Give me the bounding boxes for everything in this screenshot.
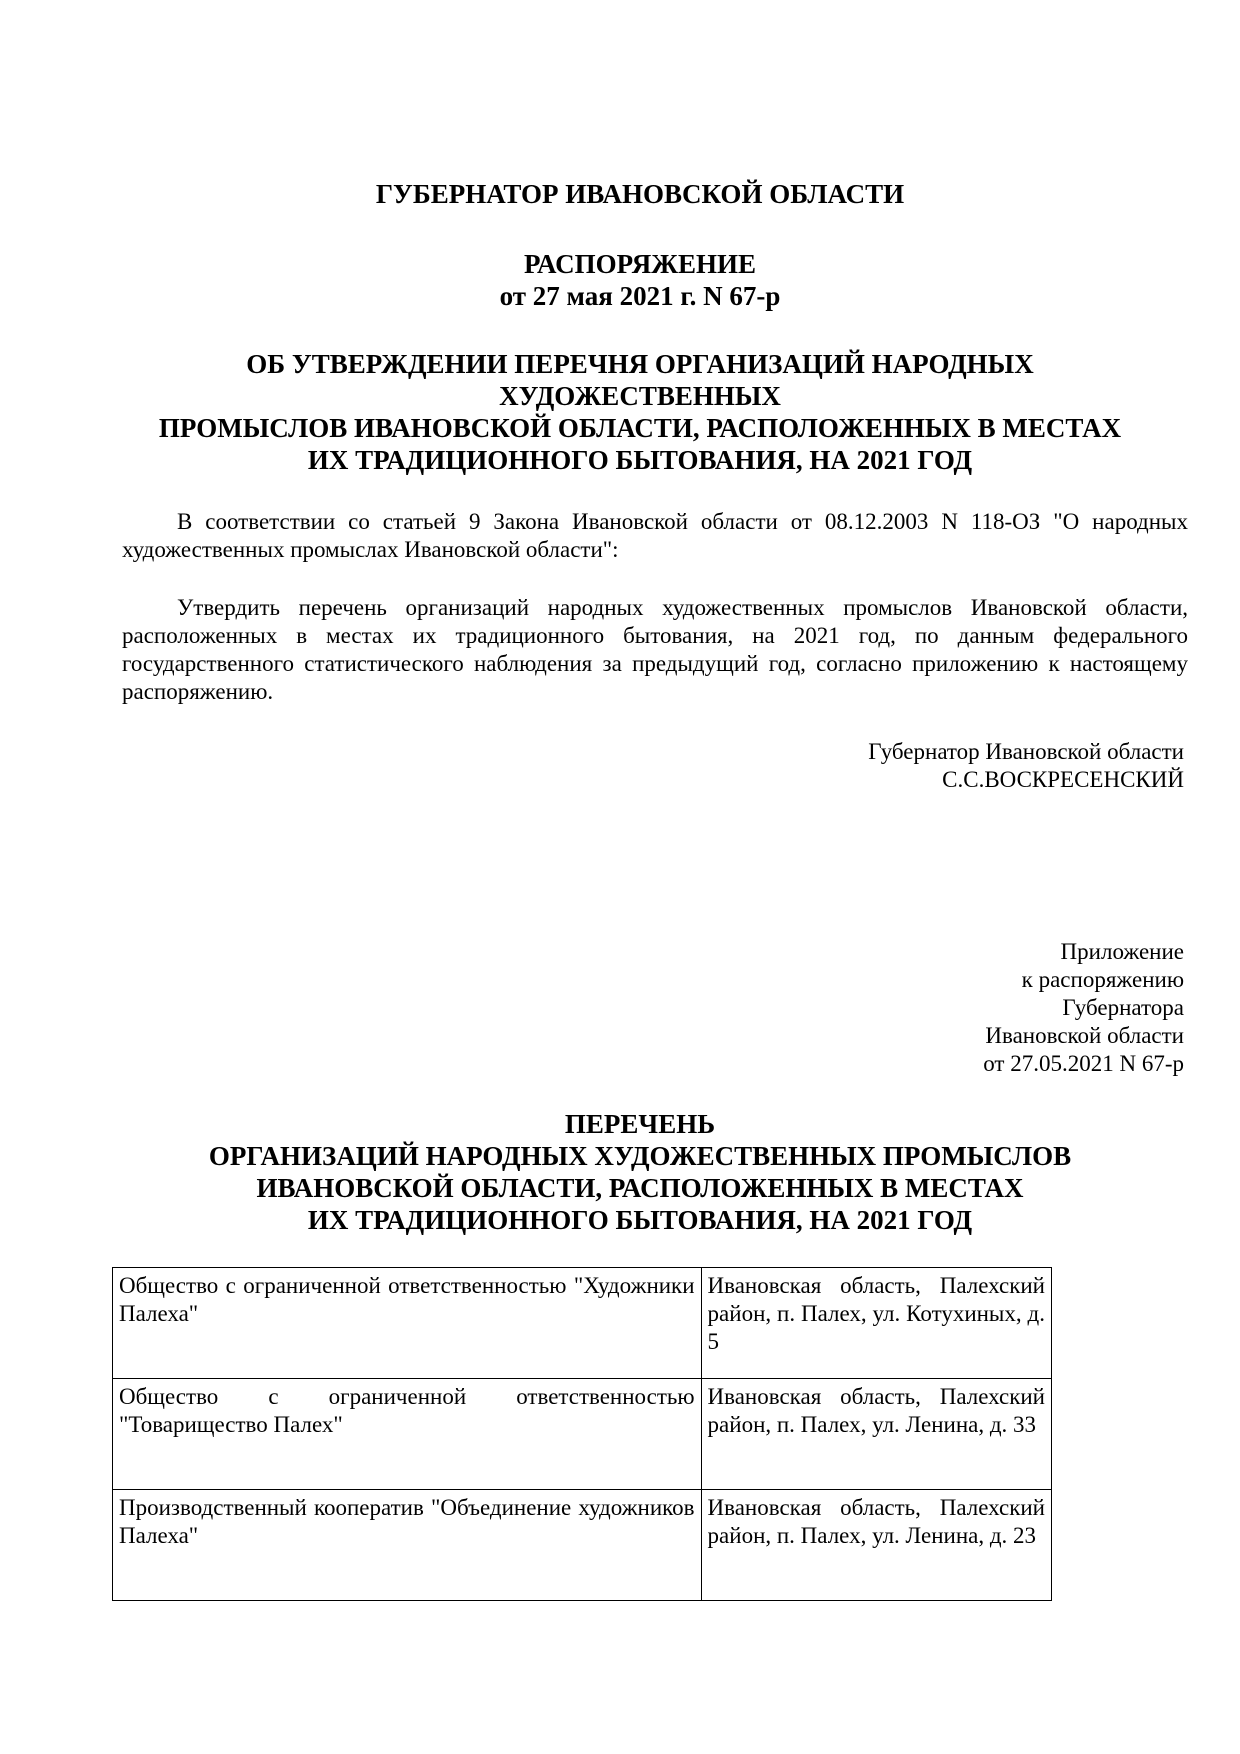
appendix-line: от 27.05.2021 N 67-р [983, 1051, 1184, 1076]
title-line: ИХ ТРАДИЦИОННОГО БЫТОВАНИЯ, НА 2021 ГОД [307, 445, 973, 475]
title-line: ХУДОЖЕСТВЕННЫХ [499, 381, 781, 411]
list-title-line: ИВАНОВСКОЙ ОБЛАСТИ, РАСПОЛОЖЕННЫХ В МЕСТАХ [256, 1173, 1024, 1203]
title-line: ПРОМЫСЛОВ ИВАНОВСКОЙ ОБЛАСТИ, РАСПОЛОЖЕННЫХ В МЕСТАХ [158, 413, 1122, 443]
document-date-number: от 27 мая 2021 г. N 67-р [499, 281, 781, 311]
appendix-line: Губернатора [1062, 995, 1184, 1020]
organization-name-cell: Общество с ограниченной ответственностью "Товарищество Палех" [113, 1379, 702, 1490]
appendix-line: к распоряжению [1021, 967, 1184, 992]
document-title [100, 348, 1180, 476]
organization-address-cell: Ивановская область, Палехский район, п. Палех, ул. Ленина, д. 33 [701, 1379, 1051, 1490]
order-paragraph: Утвердить перечень организаций народных художественных промыслов Ивановской области, расположенных в местах их традиционного бытования, на 2021 год, по данным федерального государственного статистического наблюдения за предыдущий год, согласно приложению к настоящему распоряжению. [122, 595, 1188, 704]
list-title [100, 1108, 1180, 1236]
organization-address-cell: Ивановская область, Палехский район, п. Палех, ул. Котухиных, д. 5 [701, 1268, 1051, 1379]
list-title-line: ПЕРЕЧЕНЬ [564, 1109, 716, 1139]
organization-name-cell: Производственный кооператив "Объединение художников Палеха" [113, 1490, 702, 1601]
authority-heading [100, 178, 1180, 210]
signature-name: С.С.ВОСКРЕСЕНСКИЙ [942, 767, 1184, 792]
list-title-line: ИХ ТРАДИЦИОННОГО БЫТОВАНИЯ, НА 2021 ГОД [307, 1205, 973, 1235]
appendix-line: Ивановской области [985, 1023, 1184, 1048]
table-row [113, 1490, 1052, 1601]
title-line: ОБ УТВЕРЖДЕНИИ ПЕРЕЧНЯ ОРГАНИЗАЦИЙ НАРОДНЫХ [246, 349, 1034, 379]
document-type: РАСПОРЯЖЕНИЕ [523, 249, 757, 279]
preamble-paragraph: В соответствии со статьей 9 Закона Ивановской области от 08.12.2003 N 118-ОЗ "О народных художественных промыслах Ивановской области": [122, 509, 1188, 562]
signature-position: Губернатор Ивановской области [868, 739, 1184, 764]
signature-block [868, 738, 1184, 794]
authority-text: ГУБЕРНАТОР ИВАНОВСКОЙ ОБЛАСТИ [375, 179, 905, 209]
table-row [113, 1268, 1052, 1379]
appendix-header [983, 938, 1184, 1078]
table-row [113, 1379, 1052, 1490]
organization-name-cell: Общество с ограниченной ответственностью "Художники Палеха" [113, 1268, 702, 1379]
organizations-table [112, 1267, 1052, 1601]
organization-address-cell: Ивановская область, Палехский район, п. Палех, ул. Ленина, д. 23 [701, 1490, 1051, 1601]
list-title-line: ОРГАНИЗАЦИЙ НАРОДНЫХ ХУДОЖЕСТВЕННЫХ ПРОМЫСЛОВ [208, 1141, 1072, 1171]
document-type-heading [100, 248, 1180, 312]
appendix-line: Приложение [1060, 939, 1184, 964]
